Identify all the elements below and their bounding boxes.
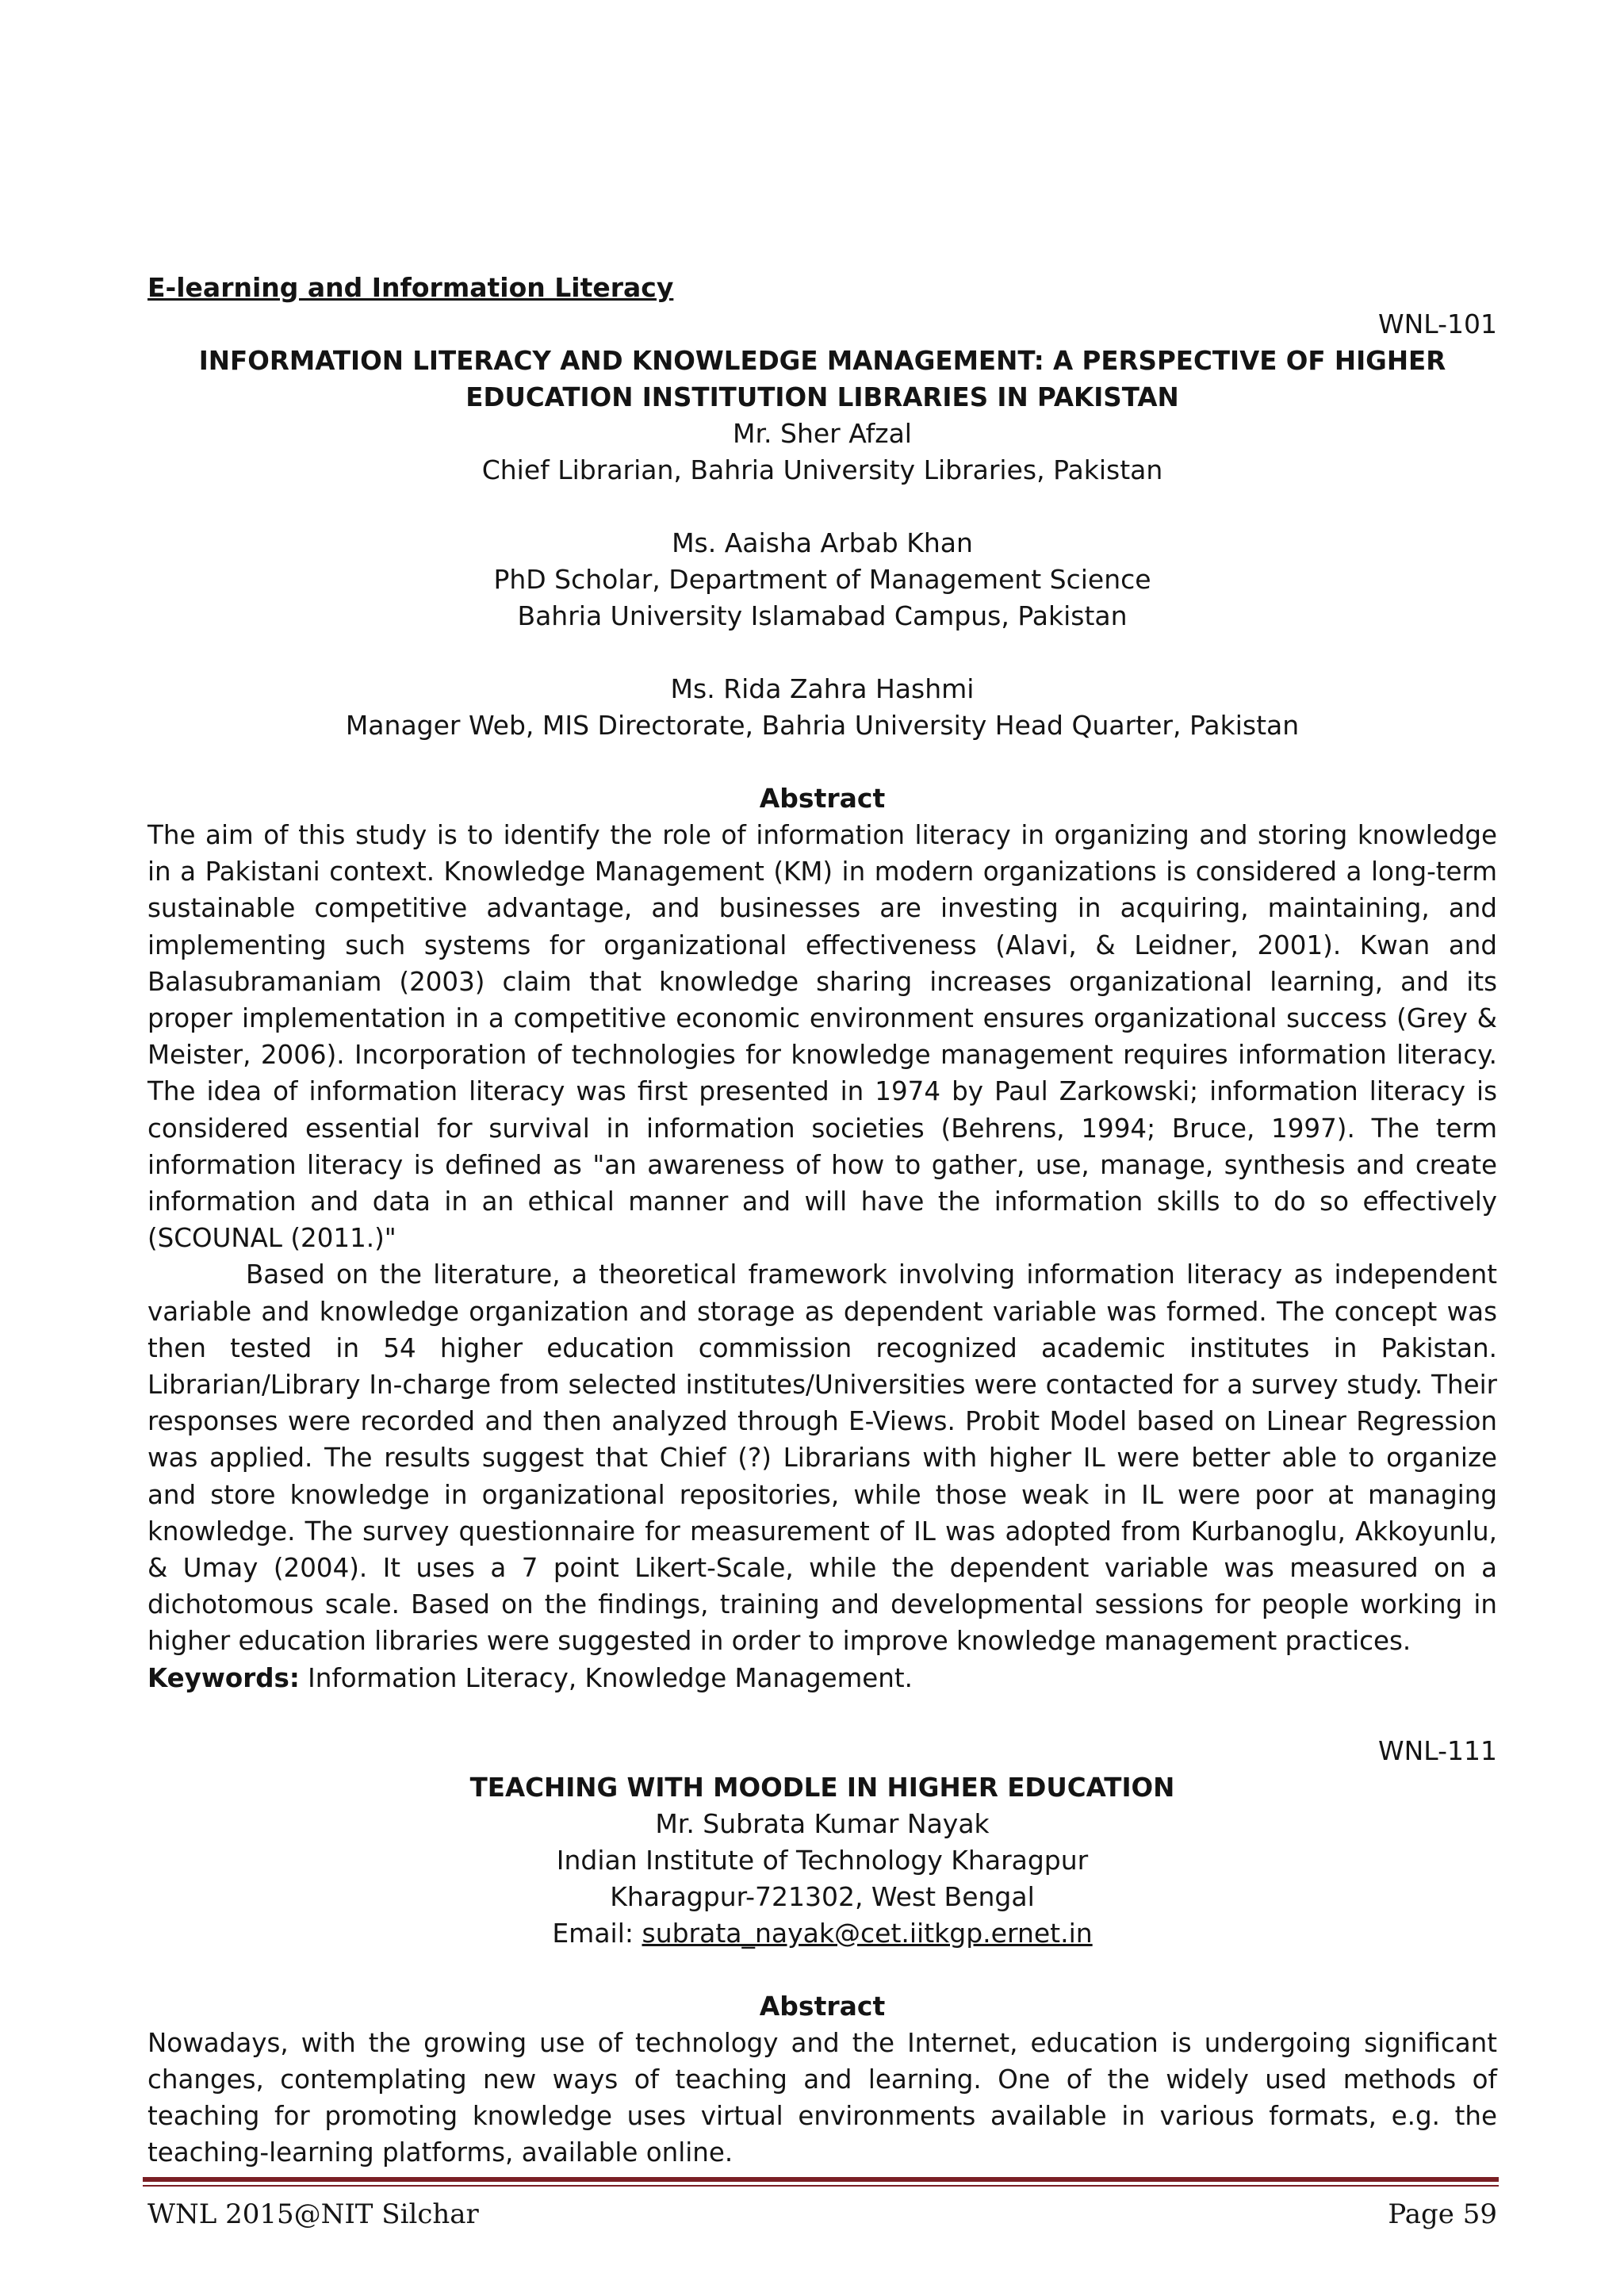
author-affiliation: Bahria University Islamabad Campus, Pakistan: [517, 600, 1128, 631]
author-affiliation: Manager Web, MIS Directorate, Bahria University Head Quarter, Pakistan: [345, 710, 1300, 741]
keywords-label: Keywords:: [147, 1662, 300, 1693]
email-line: [147, 1915, 1497, 1952]
abstract-heading: Abstract: [759, 783, 886, 814]
paper-title-line: INFORMATION LITERACY AND KNOWLEDGE MANAGEMENT: A PERSPECTIVE OF HIGHER: [198, 346, 1446, 376]
paper-title-line: EDUCATION INSTITUTION LIBRARIES IN PAKISTAN: [465, 382, 1179, 412]
keywords-text: Information Literacy, Knowledge Management.: [299, 1662, 913, 1693]
author-affiliation: Indian Institute of Technology Kharagpur: [556, 1844, 1089, 1876]
footer-page-number: Page 59: [1388, 2198, 1497, 2230]
abstract-paragraph: Based on the literature, a theoretical framework involving information literacy as independent variable and knowledge organization and storage as dependent variable was formed. The concept was then tested in 54 higher education commission recognized academic institutes in Pakistan. Librarian/Library In-charge from selected institutes/Universities were contacted for a survey study. Their responses were recorded and then analyzed through E-Views. Probit Model based on Linear Regression was applied. The results suggest that Chief (?) Librarians with higher IL were better able to organize and store knowledge in organizational repositories, while those weak in IL were poor at managing knowledge. The survey questionnaire for measurement of IL was adopted from Kurbanoglu, Akkoyunlu, & Umay (2004). It uses a 7 point Likert-Scale, while the dependent variable was measured on a dichotomous scale. Based on the findings, training and developmental sessions for people working in higher education libraries were suggested in order to improve knowledge management practices.: [147, 1259, 1497, 1657]
abstract-heading: Abstract: [759, 1990, 886, 2022]
footer-rule: [143, 2177, 1499, 2182]
author-name: Mr. Sher Afzal: [733, 418, 912, 449]
author-name: Mr. Subrata Kumar Nayak: [655, 1807, 990, 1839]
abstract-paragraph: The aim of this study is to identify the role of information literacy in organizing and storing knowledge in a Pakistani context. Knowledge Management (KM) in modern organizations is considered a long-term sustainable competitive advantage, and businesses are investing in acquiring, maintaining, and implementing such systems for organizational effectiveness (Alavi, & Leidner, 2001). Kwan and Balasubramaniam (2003) claim that knowledge sharing increases organizational learning, and its proper implementation in a competitive economic environment ensures organizational success (Grey & Meister, 2006). Incorporation of technologies for knowledge management requires information literacy. The idea of information literacy was first presented in 1974 by Paul Zarkowski; information literacy is considered essential for survival in information societies (Behrens, 1994; Bruce, 1997). The term information literacy is defined as "an awareness of how to gather, use, manage, synthesis and create information and data in an ethical manner and will have the information skills to do so effectively (SCOUNAL (2011.)": [147, 820, 1497, 1254]
footer-rule: [143, 2185, 1499, 2187]
author-name: Ms. Aaisha Arbab Khan: [672, 527, 973, 558]
author-affiliation: Chief Librarian, Bahria University Libraries, Pakistan: [481, 454, 1163, 485]
page-content: [147, 270, 1497, 2171]
email-link[interactable]: subrata_nayak@cet.iitkgp.ernet.in: [642, 1917, 1093, 1949]
paper-code: WNL-101: [1377, 309, 1497, 339]
section-heading: E-learning and Information Literacy: [147, 272, 674, 303]
footer-conference: WNL 2015@NIT Silchar: [147, 2198, 479, 2230]
author-name: Ms. Rida Zahra Hashmi: [670, 673, 975, 704]
abstract-paragraph: Nowadays, with the growing use of technology and the Internet, education is undergoing significant changes, contemplating new ways of teaching and learning. One of the widely used methods of teaching for promoting knowledge uses virtual environments available in various formats, e.g. the teaching-learning platforms, available online.: [147, 2027, 1497, 2168]
author-affiliation: PhD Scholar, Department of Management Science: [493, 564, 1151, 595]
email-label: Email:: [552, 1917, 642, 1949]
author-affiliation: Kharagpur-721302, West Bengal: [610, 1880, 1035, 1912]
paper-title-line: TEACHING WITH MOODLE IN HIGHER EDUCATION: [469, 1772, 1175, 1803]
paper-code: WNL-111: [1377, 1734, 1497, 1766]
keywords-line: [147, 1660, 1497, 1696]
